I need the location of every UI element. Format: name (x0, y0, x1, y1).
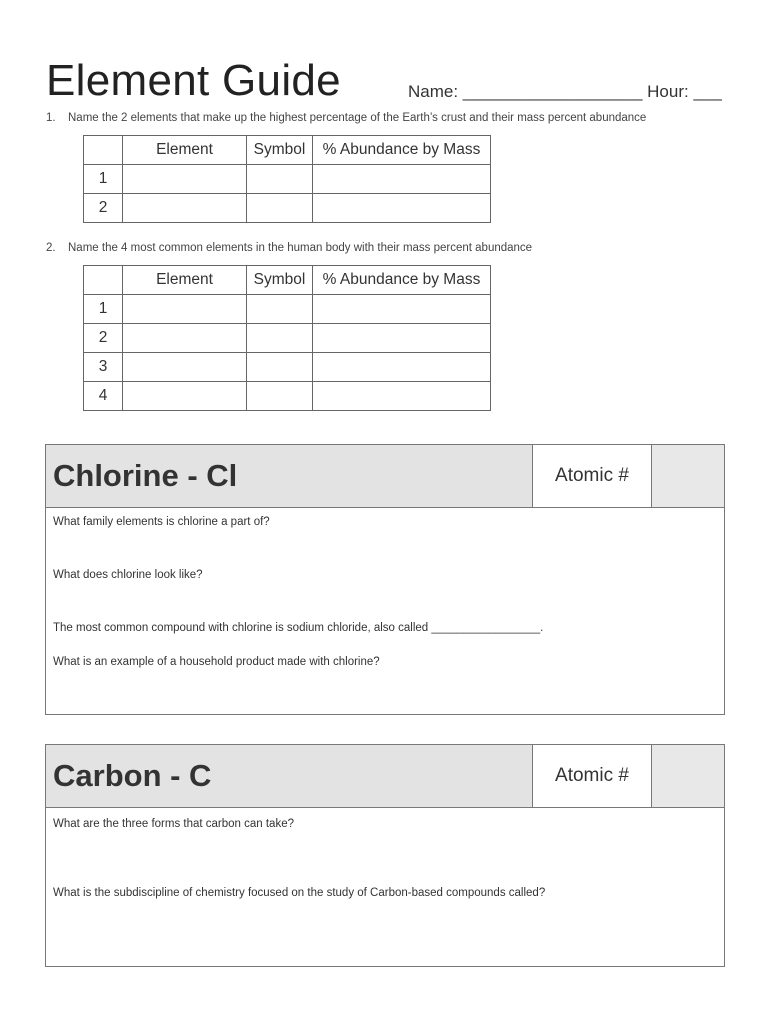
symbol-cell[interactable] (247, 194, 313, 223)
question-1 (46, 112, 646, 124)
question-text: Name the 2 elements that make up the highest percentage of the Earth’s crust and their mass percent abundance (68, 112, 647, 124)
row-number: 4 (84, 382, 123, 411)
header-cell: Symbol (247, 266, 313, 295)
earth-crust-table (83, 135, 491, 223)
question-2 (46, 242, 532, 254)
card-question: The most common compound with chlorine is sodium chloride, also called _________________. (53, 622, 544, 634)
symbol-cell[interactable] (247, 353, 313, 382)
carbon-card (45, 744, 725, 967)
table-row (84, 324, 491, 353)
chlorine-card (45, 444, 725, 715)
header-cell (84, 266, 123, 295)
table-row (84, 295, 491, 324)
table-row (84, 353, 491, 382)
element-cell[interactable] (123, 295, 247, 324)
question-number: 1. (46, 112, 56, 124)
symbol-cell[interactable] (247, 165, 313, 194)
symbol-cell[interactable] (247, 295, 313, 324)
row-number: 3 (84, 353, 123, 382)
human-body-table (83, 265, 491, 411)
header-cell: % Abundance by Mass (313, 266, 491, 295)
table-header-row (84, 266, 491, 295)
header-cell: Element (123, 136, 247, 165)
row-number: 1 (84, 165, 123, 194)
table-row (84, 165, 491, 194)
table-row (84, 194, 491, 223)
card-question: What is an example of a household product made with chlorine? (53, 656, 380, 668)
header-cell: Element (123, 266, 247, 295)
table-row (84, 382, 491, 411)
abundance-cell[interactable] (313, 353, 491, 382)
row-number: 2 (84, 194, 123, 223)
card-header (46, 745, 724, 808)
name-hour-line: Name: ___________________ Hour: ___ (408, 82, 722, 101)
abundance-cell[interactable] (313, 295, 491, 324)
atomic-number-box[interactable] (651, 445, 724, 507)
row-number: 1 (84, 295, 123, 324)
page-title: Element Guide (46, 56, 341, 105)
abundance-cell[interactable] (313, 165, 491, 194)
card-question: What does chlorine look like? (53, 569, 203, 581)
header-cell: Symbol (247, 136, 313, 165)
abundance-cell[interactable] (313, 324, 491, 353)
card-question: What is the subdiscipline of chemistry focused on the study of Carbon-based compounds called? (53, 887, 546, 899)
card-question: What are the three forms that carbon can take? (53, 818, 294, 830)
header-cell: % Abundance by Mass (313, 136, 491, 165)
abundance-cell[interactable] (313, 194, 491, 223)
element-cell[interactable] (123, 382, 247, 411)
element-cell[interactable] (123, 165, 247, 194)
card-title: Carbon - C (46, 745, 532, 807)
symbol-cell[interactable] (247, 382, 313, 411)
atomic-number-box[interactable] (651, 745, 724, 807)
atomic-number-label: Atomic # (532, 745, 651, 807)
card-header (46, 445, 724, 508)
row-number: 2 (84, 324, 123, 353)
element-cell[interactable] (123, 324, 247, 353)
card-question: What family elements is chlorine a part of? (53, 516, 270, 528)
abundance-cell[interactable] (313, 382, 491, 411)
element-cell[interactable] (123, 353, 247, 382)
header-cell (84, 136, 123, 165)
question-text: Name the 4 most common elements in the human body with their mass percent abundance (68, 242, 533, 254)
atomic-number-label: Atomic # (532, 445, 651, 507)
table-header-row (84, 136, 491, 165)
element-cell[interactable] (123, 194, 247, 223)
symbol-cell[interactable] (247, 324, 313, 353)
question-number: 2. (46, 242, 56, 254)
card-title: Chlorine - Cl (46, 445, 532, 507)
